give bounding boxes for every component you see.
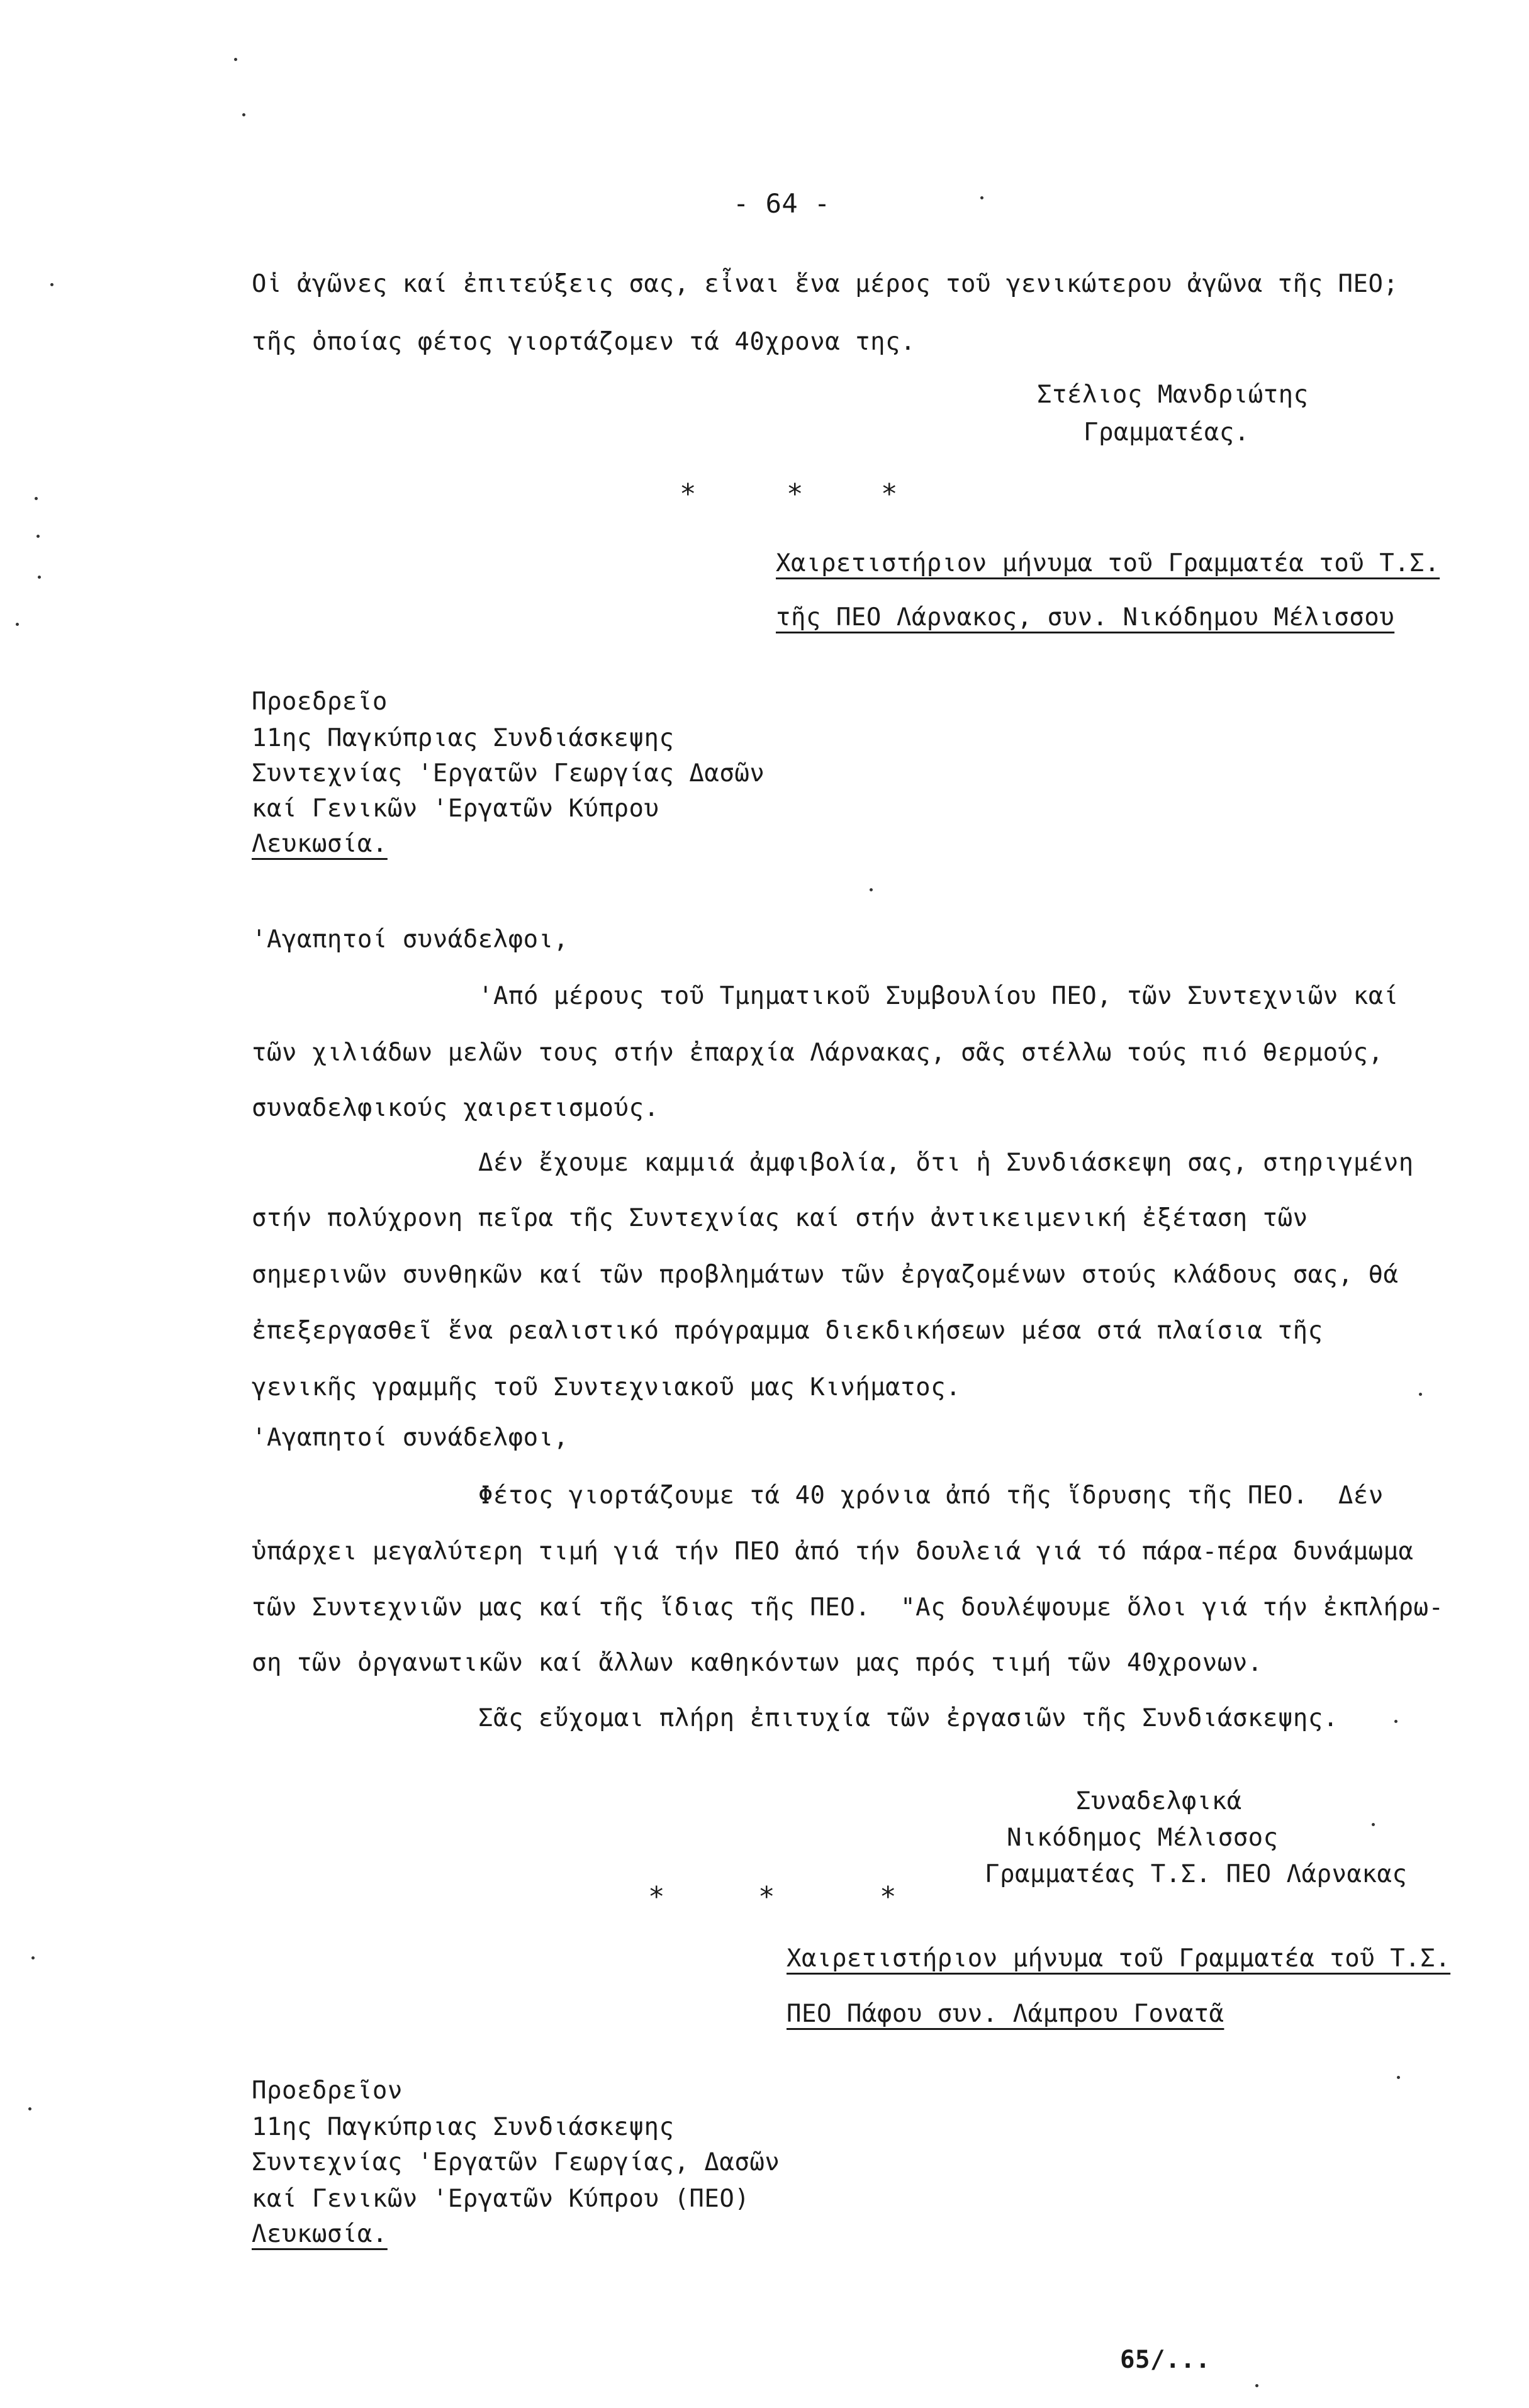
body-line: στήν πολύχρονη πεῖρα τῆς Συντεχνίας καί στήν ἀντικειμενική ἐξέταση τῶν <box>252 1204 1308 1232</box>
body-line: τῶν χιλιάδων μελῶν τους στήν ἐπαρχία Λάρνακας, σᾶς στέλλω τούς πιό θερμούς, <box>252 1039 1384 1067</box>
signature-name: Νικόδημος Μέλισσος <box>1007 1824 1279 1852</box>
address-line: καί Γενικῶν 'Εργατῶν Κύπρου (ΠΕΟ) <box>252 2185 750 2213</box>
address-city: Λευκωσία. <box>252 830 388 858</box>
scan-speck <box>50 283 53 286</box>
scan-speck <box>36 535 40 538</box>
body-line: σημερινῶν συνθηκῶν καί τῶν προβλημάτων τῶν ἐργαζομένων στούς κλάδους σας, θά <box>252 1261 1399 1289</box>
address-line: Προεδρεῖο <box>252 688 388 716</box>
scan-speck <box>980 196 983 199</box>
scan-speck <box>242 113 245 116</box>
body-line: γενικῆς γραμμῆς τοῦ Συντεχνιακοῦ μας Κινήματος. <box>252 1373 961 1402</box>
closing: Συναδελφικά <box>1076 1787 1242 1815</box>
separator-star: * <box>881 478 898 510</box>
section-heading: ΠΕΟ Πάφου συν. Λάμπρου Γονατᾶ <box>787 2000 1224 2028</box>
body-line: ὑπάρχει μεγαλύτερη τιμή γιά τήν ΠΕΟ ἀπό τήν δουλειά γιά τό πάρα-πέρα δυνάμωμα <box>252 1537 1414 1566</box>
body-line: ἐπεξεργασθεῖ ἕνα ρεαλιστικό πρόγραμμα διεκδικήσεων μέσα στά πλαίσια τῆς <box>252 1317 1323 1345</box>
separator-star: * <box>648 1881 665 1913</box>
scan-speck <box>31 1956 35 1959</box>
scan-speck <box>1394 1720 1397 1723</box>
body-line: Σᾶς εὔχομαι πλήρη ἐπιτυχία τῶν ἐργασιῶν τῆς Συνδιάσκεψης. <box>478 1704 1338 1732</box>
scan-speck <box>16 623 19 626</box>
address-city: Λευκωσία. <box>252 2220 388 2248</box>
address-line: Προεδρεῖον <box>252 2076 403 2105</box>
body-line: ση τῶν ὀργανωτικῶν καί ἄλλων καθηκόντων μας πρός τιμή τῶν 40χρονων. <box>252 1649 1263 1677</box>
scan-speck <box>1372 1823 1375 1826</box>
salutation: 'Αγαπητοί συνάδελφοι, <box>252 925 569 954</box>
body-line: τῶν Συντεχνιῶν μας καί τῆς ἴδιας τῆς ΠΕΟ. "Ας δουλέψουμε ὅλοι γιά τήν ἐκπλήρω- <box>252 1593 1444 1622</box>
body-line: 'Από μέρους τοῦ Τμηματικοῦ Συμβουλίου ΠΕΟ, τῶν Συντεχνιῶν καί <box>478 982 1399 1010</box>
scan-speck <box>35 497 38 500</box>
signature-title: Γραμματέας. <box>1084 418 1250 447</box>
scan-speck <box>1255 2384 1258 2387</box>
address-line: 11ης Παγκύπριας Συνδιάσκεψης <box>252 724 675 752</box>
body-line: συναδελφικούς χαιρετισμούς. <box>252 1094 659 1122</box>
scan-speck <box>28 2107 31 2110</box>
body-line: Δέν ἔχουμε καμμιά ἀμφιβολία, ὅτι ἡ Συνδιάσκεψη σας, στηριγμένη <box>478 1149 1414 1177</box>
section-heading: Χαιρετιστήριον μήνυμα τοῦ Γραμματέα τοῦ Τ.Σ. <box>776 549 1440 577</box>
separator-star: * <box>880 1881 897 1913</box>
scan-speck <box>234 58 237 61</box>
section-heading: Χαιρετιστήριον μήνυμα τοῦ Γραμματέα τοῦ Τ.Σ. <box>787 1944 1451 1973</box>
body-line: Φέτος γιορτάζουμε τά 40 χρόνια ἀπό τῆς ἵδρυσης τῆς ΠΕΟ. Δέν <box>478 1481 1384 1510</box>
continuation-marker: 65/... <box>1120 2346 1211 2374</box>
scan-speck <box>1397 2076 1400 2079</box>
separator-star: * <box>787 478 804 510</box>
address-line: Συντεχνίας 'Εργατῶν Γεωργίας Δασῶν <box>252 759 765 788</box>
scan-speck <box>38 576 41 579</box>
signature-name: Στέλιος Μανδριώτης <box>1037 381 1309 409</box>
paragraph-line: τῆς ὁποίας φέτος γιορτάζομεν τά 40χρονα της. <box>252 328 916 356</box>
page-number: - 64 - <box>733 188 831 219</box>
signature-title: Γραμματέας Τ.Σ. ΠΕΟ Λάρνακας <box>985 1860 1408 1888</box>
scan-speck <box>1419 1393 1422 1396</box>
paragraph-line: Οἱ ἀγῶνες καί ἐπιτεύξεις σας, εἶναι ἕνα μέρος τοῦ γενικώτερου ἀγῶνα τῆς ΠΕΟ; <box>252 270 1399 298</box>
address-line: Συντεχνίας 'Εργατῶν Γεωργίας, Δασῶν <box>252 2148 780 2177</box>
scan-speck <box>870 888 873 891</box>
address-line: 11ης Παγκύπριας Συνδιάσκεψης <box>252 2113 675 2141</box>
separator-star: * <box>680 478 697 510</box>
address-line: καί Γενικῶν 'Εργατῶν Κύπρου <box>252 794 659 823</box>
section-heading: τῆς ΠΕΟ Λάρνακος, συν. Νικόδημου Μέλισσου <box>776 603 1395 632</box>
separator-star: * <box>758 1881 775 1913</box>
body-line: 'Αγαπητοί συνάδελφοι, <box>252 1424 569 1452</box>
